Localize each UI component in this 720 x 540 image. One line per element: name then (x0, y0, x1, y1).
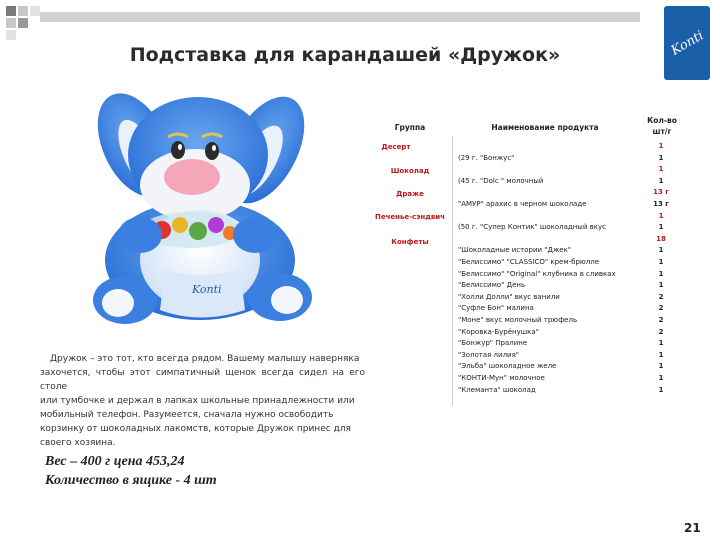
table-row-qty: 18 (656, 235, 666, 243)
svg-text:Konti: Konti (192, 283, 222, 296)
table-row-qty: 1 (658, 212, 664, 220)
table-row-product: "Шоколадные истории "Джек" (458, 246, 572, 254)
description-line: или тумбочке и держал в лапках школьные принадлежности или (40, 396, 355, 406)
header-bar (40, 12, 640, 22)
table-row-product: "АМУР" арахис в черном шоколаде (458, 200, 587, 208)
table-row-qty: 1 (658, 374, 664, 382)
description-line: своего хозяина. (40, 438, 116, 448)
table-row-qty: 2 (658, 328, 664, 336)
table-divider (452, 136, 453, 406)
table-row-product: "Холли Долли" вкус ванили (458, 293, 560, 301)
table-row-qty: 1 (658, 165, 664, 173)
weight-price-block (45, 452, 217, 490)
group-label: Конфеты (391, 238, 429, 246)
product-description (40, 352, 365, 450)
table-row-qty: 2 (658, 304, 664, 312)
table-row-product: "Золотая лилия" (458, 351, 520, 359)
table-row-qty: 1 (658, 351, 664, 359)
table-row-product: "КОНТИ-Мун" молочное (458, 374, 545, 382)
puppy-toy-image (80, 85, 320, 330)
group-label: Печенье-сэндвич (374, 213, 445, 221)
table-row-qty: 1 (658, 223, 664, 231)
table-row-qty: 13 г (653, 188, 669, 196)
table-row-qty: 1 (658, 258, 664, 266)
box-quantity: Количество в ящике - 4 шт (45, 473, 217, 488)
page-number: 21 (684, 521, 701, 535)
group-label: Шоколад (390, 167, 430, 175)
table-row-product: (45 г. "Dolc " молочный (458, 177, 544, 185)
header-group: Группа (394, 123, 426, 132)
table-row-qty: 1 (658, 246, 664, 254)
deco-square (6, 30, 16, 40)
deco-square (18, 6, 28, 16)
group-label: Десерт (381, 143, 411, 151)
deco-square (6, 6, 16, 16)
table-row-qty: 1 (658, 362, 664, 370)
table-row-qty: 1 (658, 142, 664, 150)
group-label: Драже (396, 190, 424, 198)
header-qty: Кол-во шт/г (647, 116, 677, 136)
table-row-product: "Белиссимо" "Original" клубника в сливках (458, 270, 616, 278)
description-line: мобильный телефон. Разумеется, сначала нужно освободить (40, 410, 334, 420)
table-row-qty: 2 (658, 293, 664, 301)
table-row-product: "Белиссимо" День (458, 281, 526, 289)
deco-square (18, 18, 28, 28)
table-row-product: (29 г. "Бонжус" (458, 154, 515, 162)
table-row-product: "Клеманта" шоколад (458, 386, 536, 394)
table-row-qty: 1 (658, 154, 664, 162)
table-row-qty: 13 г (653, 200, 669, 208)
table-row-qty: 1 (658, 386, 664, 394)
logo-text: Konti (668, 27, 706, 59)
table-row-product: (50 г. "Супер Контик" шоколадный вкус (458, 223, 606, 231)
brand-logo (664, 6, 710, 80)
description-line: захочется, чтобы этот симпатичный щенок всегда сидел на его столе (40, 368, 365, 392)
page-title: Подставка для карандашей «Дружок» (129, 44, 561, 66)
table-row-product: "Коровка-Бурёнушка" (458, 328, 539, 336)
header-product: Наименование продукта (491, 123, 599, 132)
table-row-qty: 1 (658, 281, 664, 289)
weight-price: Вес – 400 г цена 453,24 (45, 454, 185, 469)
deco-square (30, 6, 40, 16)
table-row-product: "Белиссимо" "CLASSICO" крем-брюлле (458, 258, 600, 266)
table-row-product: "Эльба" шоколадное желе (458, 362, 557, 370)
deco-square (6, 18, 16, 28)
table-row-product: "Суфле Бон" малина (458, 304, 534, 312)
table-row-qty: 2 (658, 316, 664, 324)
table-row-qty: 1 (658, 339, 664, 347)
table-row-product: "Моне" вкус молочный трюфель (458, 316, 578, 324)
description-line: корзинку от шоколадных лакомств, которые Дружок принес для (40, 424, 351, 434)
table-row-qty: 1 (658, 270, 664, 278)
table-row-qty: 1 (658, 177, 664, 185)
table-row-product: "Бонжур" Пралине (458, 339, 528, 347)
description-line: Дружок – это тот, кто всегда рядом. Вашему малышу наверняка (50, 354, 360, 364)
